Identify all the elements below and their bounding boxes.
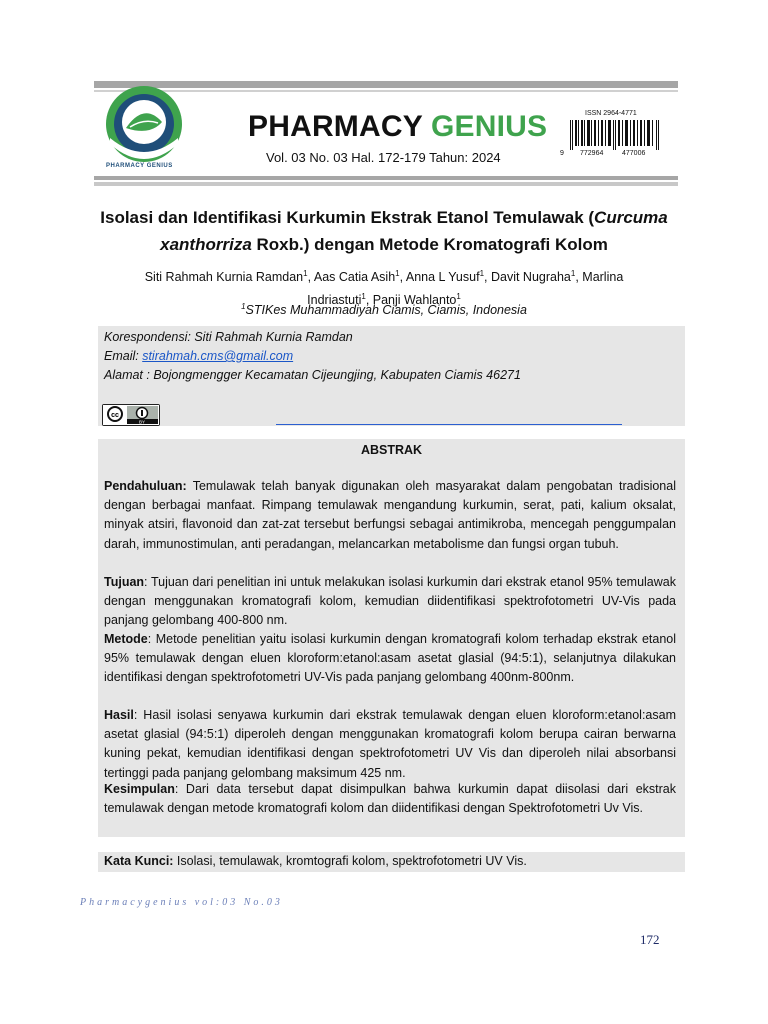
abstract-introduction — [104, 477, 676, 554]
author: Marlina — [582, 270, 624, 285]
header-bottom-thin-bar — [94, 182, 678, 186]
header-bottom-bar — [94, 176, 678, 180]
license-icon — [103, 405, 159, 425]
license-sub: BY — [138, 419, 146, 425]
abstract-results — [104, 706, 676, 783]
issn-digit-mid: 772964 — [580, 150, 604, 157]
author-sup: 1 — [303, 269, 308, 278]
title-part1: Isolasi dan Identifikasi Kurkumin Ekstrak Etanol Temulawak ( — [100, 208, 595, 227]
author: Aas Catia Asih — [313, 270, 396, 285]
email-link[interactable]: stirahmah.cms@gmail.com — [142, 349, 294, 363]
results-text: : Hasil isolasi senyawa kurkumin dari ekstrak temulawak dengan eluen kloroform:etanol:asam asetat glasial (94:5:1) diperoleh dengan menggunakan kromatografi kolom berupa cairan berwarna kuning pekat, kemudian identifikasi dengan spektrofotometri UV Vis dan diperoleh nilai absorbansi tertinggi pada panjang gelombang maksimum 425 nm. — [104, 708, 676, 780]
running-footer: Pharmacygenius vol:03 No.03 — [80, 897, 283, 908]
abstract-objective — [104, 573, 676, 631]
keywords-box — [98, 852, 685, 872]
title-italic: Curcuma xanthorriza — [160, 208, 668, 254]
method-label: Metode — [104, 632, 148, 646]
article-title — [80, 204, 688, 258]
logo-caption: PHARMACY GENIUS — [106, 163, 173, 169]
email-label: Email: — [104, 349, 143, 363]
abstract-heading: ABSTRAK — [360, 443, 423, 457]
affiliation-text: STIKes Muhammadiyah Ciamis, Ciamis, Indonesia — [245, 303, 527, 318]
issn-digit-left: 9 — [560, 150, 564, 157]
author: Siti Rahmah Kurnia Ramdan — [144, 270, 304, 285]
cc-by-icon[interactable] — [102, 404, 160, 426]
journal-name-part2: GENIUS — [430, 110, 548, 143]
issn-digit-right: 477006 — [622, 150, 646, 157]
conclusion-text: : Dari data tersebut dapat disimpulkan bahwa kurkumin dapat diisolasi dari ekstrak temulawak dengan metode kromatografi kolom dan diidentifikasi dengan Spektrofotometri Uv Vis. — [104, 782, 676, 816]
objective-text: : Tujuan dari penelitian ini untuk melakukan isolasi kurkumin dari ekstrak etanol 95% temulawak dengan menggunakan kromatografi kolom, kemudian diidentifikasi spektrofotometri UV-Vis pada panjang gelombang 400-800 nm. — [104, 575, 676, 628]
issn-digits — [560, 150, 660, 157]
issn-label: ISSN 2964-4771 — [585, 110, 637, 117]
intro-text: Temulawak telah banyak digunakan oleh masyarakat dalam pengobatan tradisional dengan berbagai manfaat. Rimpang temulawak mengandung kurkumin, serat, pati, kalium oksalat, minyak atsiri, flavonoid dan zat-zat tersebut berfungsi sebagai antimikroba, mencegah penggumpalan darah, immunostimulan, anti peradangan, melancarkan metabolisme dan fungsi organ tubuh. — [104, 479, 676, 551]
journal-name-part1: PHARMACY — [248, 110, 423, 143]
title-part2: Roxb.) dengan Metode Kromatografi Kolom — [251, 235, 608, 254]
author: Panji Wahlanto — [372, 293, 457, 308]
page-number: 172 — [640, 932, 660, 947]
author: Davit Nugraha — [490, 270, 571, 285]
correspondence-box — [98, 326, 685, 426]
email-line — [104, 349, 293, 363]
keywords-label: Kata Kunci: — [104, 854, 174, 868]
method-text: : Metode penelitian yaitu isolasi kurkumin dengan kromatografi kolom terhadap ekstrak etanol 95% temulawak dengan eluen kloroform:etanol:asam asetat glasial (94:5:1), selanjutnya dilakukan identifikasi dengan spektrofotometri UV-Vis pada panjang gelombang 400nm-800nm. — [104, 632, 676, 685]
svg-text:cc: cc — [111, 412, 119, 419]
author: Anna L Yusuf — [405, 270, 480, 285]
correspondent-name: Korespondensi: Siti Rahmah Kurnia Ramdan — [104, 330, 353, 344]
keywords-text: Isolasi, temulawak, kromtografi kolom, spektrofotometri UV Vis. — [173, 854, 527, 868]
separator-line — [276, 424, 622, 425]
abstract-box — [98, 439, 685, 837]
address-line: Alamat : Bojongmengger Kecamatan Cijeungjing, Kabupaten Ciamis 46271 — [104, 368, 521, 382]
affiliation — [100, 302, 668, 317]
author: Indriastuti — [307, 293, 362, 308]
author-sup: 1 — [395, 269, 400, 278]
keywords — [104, 854, 527, 868]
barcode-icon — [570, 120, 660, 150]
author-list: Siti Rahmah Kurnia Ramdan$^1$, Aas Catia Asih$^1$, Anna L Yusuf$^1$, Davit Nugraha$^1$, Marlina Indriastuti$^1$, Panji Wahlanto$^1$ — [144, 269, 624, 308]
abstract-method — [104, 630, 676, 688]
logo-icon — [100, 82, 190, 174]
author-sup: 1 — [479, 269, 485, 278]
author-sup: 1 — [570, 269, 576, 278]
journal-logo — [100, 82, 190, 174]
author-sup: 1 — [456, 292, 461, 302]
conclusion-label: Kesimpulan — [104, 782, 175, 796]
volume-line: Vol. 03 No. 03 Hal. 172-179 Tahun: 2024 — [266, 150, 501, 165]
abstract-conclusion — [104, 780, 676, 818]
author-sup: 1 — [361, 292, 366, 302]
intro-label: Pendahuluan: — [104, 479, 187, 493]
results-label: Hasil — [104, 708, 134, 722]
affiliation-sup: 1 — [241, 302, 246, 311]
journal-name — [248, 110, 547, 144]
objective-label: Tujuan — [104, 575, 145, 589]
